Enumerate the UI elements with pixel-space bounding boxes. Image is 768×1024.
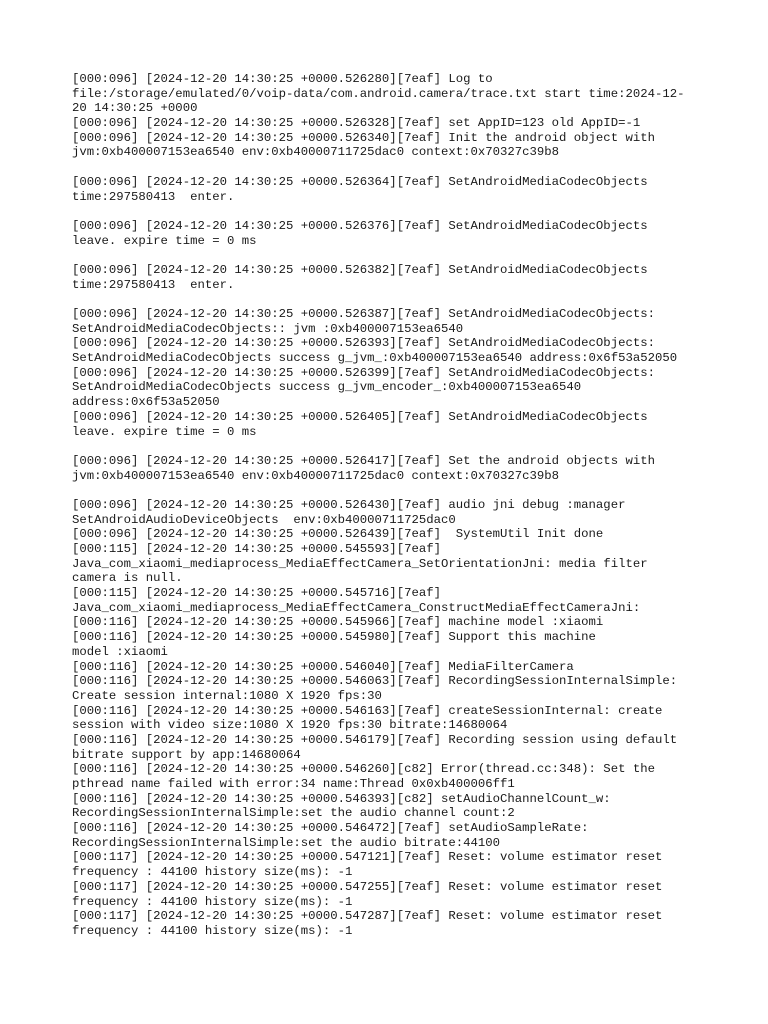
log-blank-line [72,248,702,263]
log-line: [000:096] [2024-12-20 14:30:25 +0000.526430][7eaf] audio jni debug :manager [72,497,626,512]
log-text [72,72,702,939]
log-line: bitrate support by app:14680064 [72,747,301,762]
log-line: model :xiaomi [72,644,168,659]
log-blank-line [72,483,702,498]
log-line: Java_com_xiaomi_mediaprocess_MediaEffectCamera_ConstructMediaEffectCameraJni: [72,600,641,615]
log-line: 20 14:30:25 +0000 [72,101,198,116]
log-line: frequency : 44100 history size(ms): -1 [72,865,353,880]
log-line: [000:096] [2024-12-20 14:30:25 +0000.526280][7eaf] Log to [72,72,493,86]
log-line: [000:115] [2024-12-20 14:30:25 +0000.545716][7eaf] [72,586,441,601]
log-line: [000:096] [2024-12-20 14:30:25 +0000.526328][7eaf] set AppID=123 old AppID=-1 [72,116,641,131]
log-line: pthread name failed with error:34 name:Thread 0x0xb400006ff1 [72,777,515,791]
log-line: SetAndroidAudioDeviceObjects env:0xb40000711725dac0 [72,512,456,527]
log-blank-line [72,204,702,219]
log-line: [000:116] [2024-12-20 14:30:25 +0000.546179][7eaf] Recording session using default [72,732,678,747]
log-line: [000:116] [2024-12-20 14:30:25 +0000.546393][c82] setAudioChannelCount_w: [72,791,611,806]
log-line: [000:116] [2024-12-20 14:30:25 +0000.546063][7eaf] RecordingSessionInternalSimple: [72,674,678,689]
log-line: [000:117] [2024-12-20 14:30:25 +0000.547255][7eaf] Reset: volume estimator reset [72,879,663,894]
log-line: [000:116] [2024-12-20 14:30:25 +0000.546040][7eaf] MediaFilterCamera [72,659,574,674]
log-line: leave. expire time = 0 ms [72,233,257,248]
log-line: [000:096] [2024-12-20 14:30:25 +0000.526393][7eaf] SetAndroidMediaCodecObjects: [72,336,655,351]
log-line: [000:096] [2024-12-20 14:30:25 +0000.526439][7eaf] SystemUtil Init done [72,527,604,542]
log-line: SetAndroidMediaCodecObjects success g_jvm_encoder_:0xb400007153ea6540 [72,380,582,395]
log-line: frequency : 44100 history size(ms): -1 [72,923,353,938]
log-blank-line [72,292,702,307]
log-line: Create session internal:1080 X 1920 fps:30 [72,688,382,703]
log-line: time:297580413 enter. [72,277,235,292]
log-line: [000:117] [2024-12-20 14:30:25 +0000.547121][7eaf] Reset: volume estimator reset [72,850,663,865]
log-line: RecordingSessionInternalSimple:set the audio bitrate:44100 [72,835,501,850]
log-blank-line [72,439,702,454]
log-line: [000:096] [2024-12-20 14:30:25 +0000.526364][7eaf] SetAndroidMediaCodecObjects [72,174,648,189]
log-line: file:/storage/emulated/0/voip-data/com.android.camera/trace.txt start time:2024-12- [72,86,685,101]
log-line: Java_com_xiaomi_mediaprocess_MediaEffectCamera_SetOrientationJni: media filter [72,556,648,571]
log-line: [000:117] [2024-12-20 14:30:25 +0000.547287][7eaf] Reset: volume estimator reset [72,909,663,924]
log-line: camera is null. [72,571,183,586]
log-line: [000:096] [2024-12-20 14:30:25 +0000.526417][7eaf] Set the android objects with [72,453,655,468]
log-line: RecordingSessionInternalSimple:set the audio channel count:2 [72,806,515,821]
log-line: [000:116] [2024-12-20 14:30:25 +0000.546472][7eaf] setAudioSampleRate: [72,821,589,836]
log-line: session with video size:1080 X 1920 fps:30 bitrate:14680064 [72,718,508,733]
log-line: leave. expire time = 0 ms [72,424,257,439]
log-line: [000:115] [2024-12-20 14:30:25 +0000.545593][7eaf] [72,542,441,556]
log-line: frequency : 44100 history size(ms): -1 [72,894,353,909]
log-line: SetAndroidMediaCodecObjects success g_jvm_:0xb400007153ea6540 address:0x6f53a52050 [72,351,678,366]
log-line: SetAndroidMediaCodecObjects:: jvm :0xb400007153ea6540 [72,321,464,336]
log-line: [000:096] [2024-12-20 14:30:25 +0000.526399][7eaf] SetAndroidMediaCodecObjects: [72,365,655,380]
log-line: [000:116] [2024-12-20 14:30:25 +0000.546163][7eaf] createSessionInternal: create [72,703,663,718]
log-line: [000:096] [2024-12-20 14:30:25 +0000.526387][7eaf] SetAndroidMediaCodecObjects: [72,307,655,321]
log-line: [000:116] [2024-12-20 14:30:25 +0000.546260][c82] Error(thread.cc:348): Set the [72,762,655,777]
log-line: time:297580413 enter. [72,189,235,204]
log-line: [000:116] [2024-12-20 14:30:25 +0000.545980][7eaf] Support this machine [72,630,596,645]
log-blank-line [72,160,702,175]
log-line: jvm:0xb400007153ea6540 env:0xb40000711725dac0 context:0x70327c39b8 [72,145,560,160]
log-line: [000:096] [2024-12-20 14:30:25 +0000.526376][7eaf] SetAndroidMediaCodecObjects [72,218,648,233]
log-line: [000:096] [2024-12-20 14:30:25 +0000.526405][7eaf] SetAndroidMediaCodecObjects [72,409,648,424]
log-line: [000:116] [2024-12-20 14:30:25 +0000.545966][7eaf] machine model :xiaomi [72,615,604,630]
log-line: [000:096] [2024-12-20 14:30:25 +0000.526340][7eaf] Init the android object with [72,130,655,145]
log-line: jvm:0xb400007153ea6540 env:0xb40000711725dac0 context:0x70327c39b8 [72,468,560,483]
log-line: address:0x6f53a52050 [72,395,220,410]
log-line: [000:096] [2024-12-20 14:30:25 +0000.526382][7eaf] SetAndroidMediaCodecObjects [72,262,648,277]
